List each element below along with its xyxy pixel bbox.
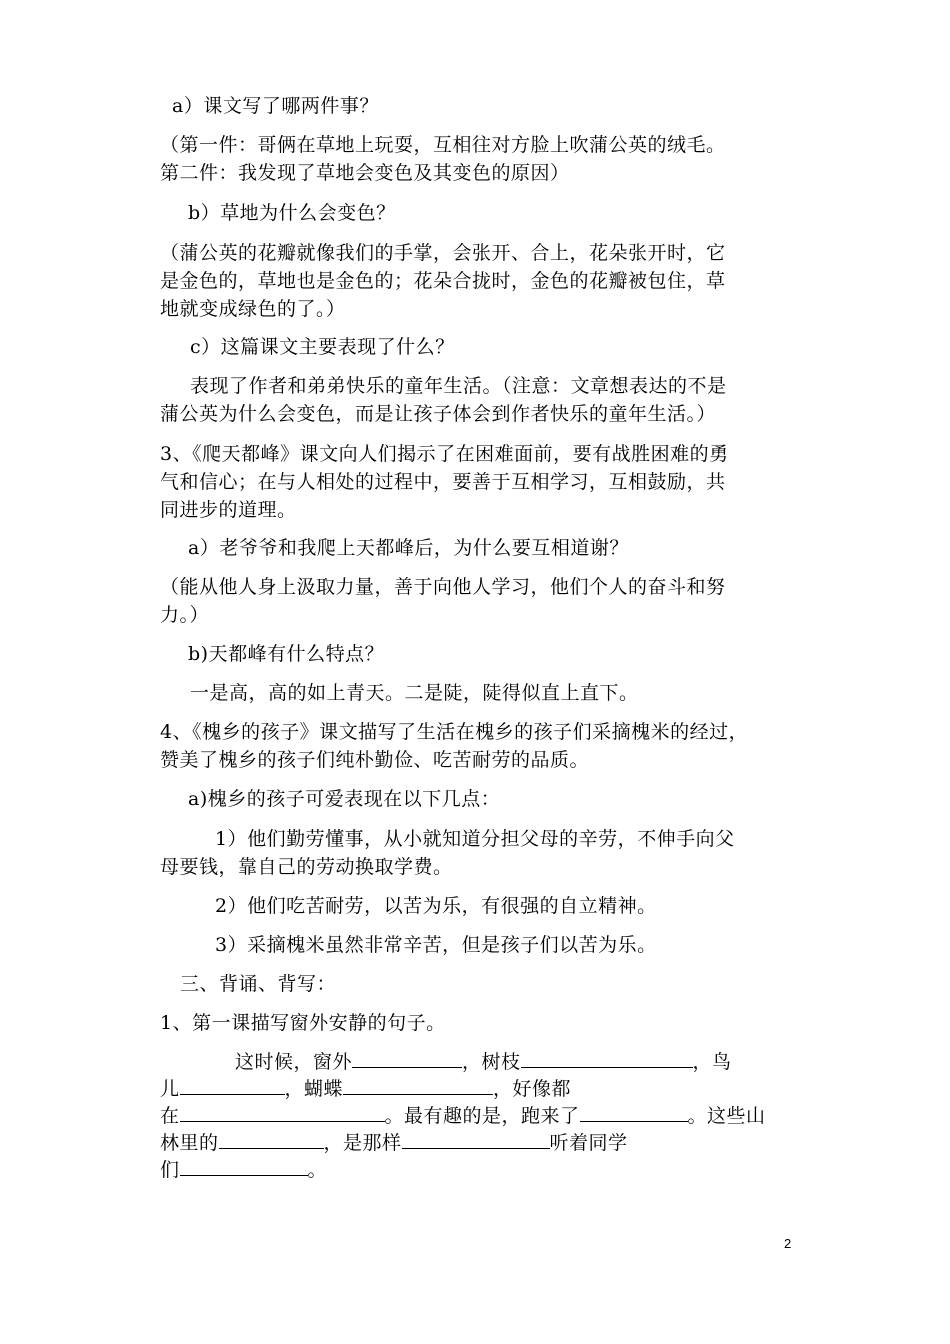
- fill-in-blank[interactable]: [402, 1130, 550, 1149]
- fill-in-text: ，是那样: [323, 1132, 402, 1154]
- text-line: 同进步的道理。: [160, 499, 297, 521]
- text-line: 3）采摘槐米虽然非常辛苦，但是孩子们以苦为乐。: [215, 934, 657, 956]
- fill-in-text: ，蝴蝶: [284, 1078, 344, 1100]
- fill-in-text: 这时候，窗外: [235, 1051, 353, 1073]
- text-line: 是金色的，草地也是金色的；花朵合拢时，金色的花瓣被包住，草: [160, 270, 726, 292]
- fill-in-text: 听着同学: [549, 1132, 628, 1154]
- fill-in-text: 们: [160, 1159, 180, 1181]
- fill-in-text: 林里的: [160, 1132, 219, 1154]
- text-line: （能从他人身上汲取力量，善于向他人学习，他们个人的奋斗和努: [160, 576, 726, 598]
- fill-in-text: 儿: [160, 1078, 180, 1100]
- fill-in-line: [235, 1049, 732, 1075]
- fill-in-text: 。: [307, 1159, 328, 1181]
- fill-in-blank[interactable]: [343, 1076, 493, 1095]
- text-line: 气和信心；在与人相处的过程中，要善于互相学习，互相鼓励，共: [160, 471, 726, 493]
- page-number: 2: [784, 1236, 792, 1251]
- fill-in-line: [160, 1076, 571, 1102]
- text-line: 力。）: [160, 604, 210, 626]
- text-line: c）这篇课文主要表现了什么？: [190, 336, 455, 358]
- text-line: 赞美了槐乡的孩子们纯朴勤俭、吃苦耐劳的品质。: [160, 749, 590, 771]
- section-heading: 三、背诵、背写：: [180, 973, 337, 995]
- text-line: 表现了作者和弟弟快乐的童年生活。（注意：文章想表达的不是: [190, 375, 727, 397]
- fill-in-text: ，树枝: [462, 1051, 521, 1073]
- fill-in-blank[interactable]: [521, 1049, 693, 1068]
- fill-in-blank[interactable]: [180, 1157, 308, 1176]
- text-line: 地就变成绿色的了。）: [160, 298, 346, 320]
- text-line: 一是高，高的如上青天。二是陡，陡得似直上直下。: [190, 682, 639, 704]
- text-line: 第二件：我发现了草地会变色及其变色的原因）: [160, 162, 570, 184]
- text-line: a)槐乡的孩子可爱表现在以下几点：: [188, 788, 501, 810]
- text-line: 1）他们勤劳懂事，从小就知道分担父母的辛劳，不伸手向父: [215, 828, 735, 850]
- text-line: b）草地为什么会变色？: [188, 202, 396, 224]
- text-line: 2）他们吃苦耐劳，以苦为乐，有很强的自立精神。: [215, 895, 657, 917]
- fill-in-line: [160, 1103, 766, 1129]
- fill-in-blank[interactable]: [580, 1103, 688, 1122]
- fill-in-line: [160, 1130, 628, 1156]
- text-line: b)天都峰有什么特点？: [188, 643, 385, 665]
- text-line: 3、《爬天都峰》课文向人们揭示了在困难面前，要有战胜困难的勇: [160, 443, 729, 465]
- fill-in-blank[interactable]: [352, 1049, 462, 1068]
- fill-in-line: [160, 1157, 327, 1183]
- fill-in-text: 。最有趣的是，跑来了: [384, 1105, 580, 1127]
- text-line: 蒲公英为什么会变色，而是让孩子体会到作者快乐的童年生活。）: [160, 403, 717, 425]
- fill-in-text: ，鸟: [692, 1051, 732, 1073]
- text-line: a）课文写了哪两件事？: [172, 95, 379, 117]
- fill-in-blank[interactable]: [180, 1103, 385, 1122]
- fill-in-text: 。这些山: [687, 1105, 766, 1127]
- fill-in-text: ，好像都: [493, 1078, 572, 1100]
- fill-in-text: 在: [160, 1105, 180, 1127]
- text-line: 母要钱，靠自己的劳动换取学费。: [160, 856, 453, 878]
- fill-in-blank[interactable]: [180, 1076, 285, 1095]
- text-line: a）老爷爷和我爬上天都峰后，为什么要互相道谢？: [188, 537, 629, 559]
- text-line: 4、《槐乡的孩子》课文描写了生活在槐乡的孩子们采摘槐米的经过，: [160, 721, 749, 743]
- fill-in-blank[interactable]: [219, 1130, 324, 1149]
- text-line: 1、第一课描写窗外安静的句子。: [160, 1012, 446, 1034]
- text-line: （蒲公英的花瓣就像我们的手掌，会张开、合上，花朵张开时，它: [160, 242, 726, 264]
- text-line: （第一件：哥俩在草地上玩耍，互相往对方脸上吹蒲公英的绒毛。: [160, 134, 726, 156]
